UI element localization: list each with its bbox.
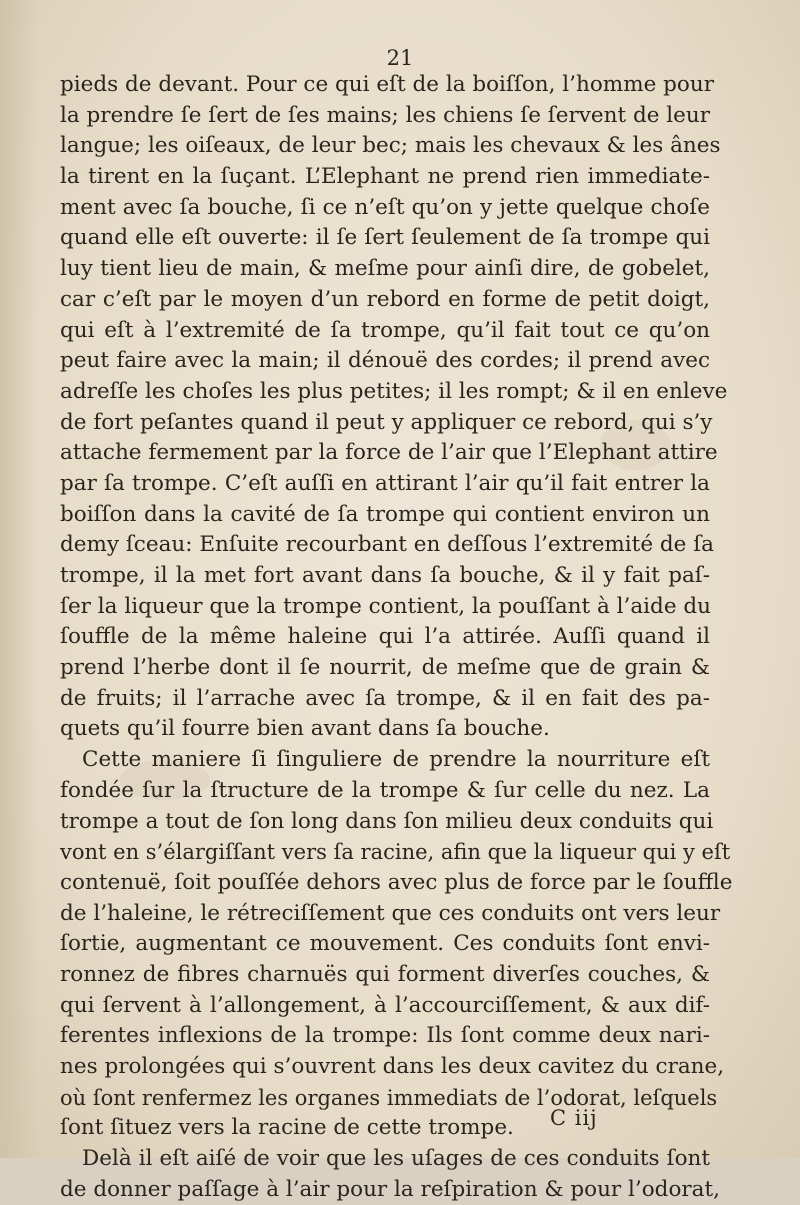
- text-line: ronnez de fibres charnuës qui forment diverſes couches, &: [60, 961, 710, 987]
- text-line: ſont ſituez vers la racine de cette trompe.: [60, 1115, 514, 1141]
- text-line: adreſſe les choſes les plus petites; il les rompt; & il en enleve: [60, 378, 728, 404]
- text-line: la prendre ſe ſert de ſes mains; les chiens ſe ſervent de leur: [60, 102, 710, 128]
- text-line: luy tient lieu de main, & meſme pour ainſi dire, de gobelet,: [60, 256, 710, 282]
- text-line: qui eſt à l’extremité de ſa trompe, qu’il fait tout ce qu’on: [60, 317, 710, 343]
- text-line: Delà il eſt aiſé de voir que les uſages de ces conduits ſont: [82, 1146, 710, 1172]
- text-line: prend l’herbe dont il ſe nourrit, de meſme que de grain &: [60, 655, 710, 681]
- text-line: attache fermement par la force de l’air que l’Elephant attire: [60, 440, 718, 466]
- text-line: nes prolongées qui s’ouvrent dans les deux cavitez du crane,: [60, 1054, 725, 1079]
- signature-mark: C iij: [550, 1106, 598, 1130]
- text-line: contenuë, ſoit pouſſée dehors avec plus de force par le ſouffle: [60, 869, 733, 895]
- text-line: langue; les oiſeaux, de leur bec; mais les chevaux & les ânes: [60, 133, 721, 159]
- page-number: 21: [386, 46, 414, 70]
- text-line: par ſa trompe. C’eſt auſſi en attirant l’air qu’il fait entrer la: [60, 470, 710, 496]
- text-line: qui ſervent à l’allongement, à l’accourciſſement, & aux dif-: [60, 992, 710, 1018]
- text-line: ſortie, augmentant ce mouvement. Ces conduits ſont envi-: [60, 931, 710, 957]
- text-line: demy ſceau: Enſuite recourbant en deſſous l’extremité de ſa: [60, 532, 714, 558]
- text-line: peut faire avec la main; il dénouë des cordes; il prend avec: [60, 348, 710, 374]
- text-line: de fort peſantes quand il peut y appliquer ce rebord, qui s’y: [60, 409, 713, 435]
- text-line: ſer la liqueur que la trompe contient, la pouſſant à l’aide du: [60, 593, 711, 619]
- text-line: vont en s’élargiſſant vers ſa racine, afin que la liqueur qui y eſt: [60, 840, 731, 865]
- text-line: boiſſon dans la cavité de ſa trompe qui contient environ un: [60, 501, 710, 527]
- text-line: ment avec ſa bouche, ſi ce n’eſt qu’on y jette quelque choſe: [60, 194, 710, 220]
- text-line: fondée ſur la ſtructure de la trompe & ſur celle du nez. La: [60, 777, 710, 803]
- text-line: de l’haleine, le rétreciſſement que ces conduits ont vers leur: [60, 900, 721, 926]
- text-line: ferentes inflexions de la trompe: Ils ſont comme deux nari-: [60, 1023, 710, 1049]
- body-text: [60, 70, 733, 1205]
- text-line: trompe a tout de ſon long dans ſon milieu deux conduits qui: [60, 808, 714, 834]
- text-line: quets qu’il fourre bien avant dans ſa bouche.: [60, 716, 550, 742]
- text-line: quand elle eſt ouverte: il ſe ſert ſeulement de ſa trompe qui: [60, 225, 710, 251]
- text-line: ſouffle de la même haleine qui l’a attirée. Auſſi quand il: [60, 624, 710, 650]
- text-line: trompe, il la met fort avant dans ſa bouche, & il y fait paſ-: [60, 563, 710, 588]
- text-line: pieds de devant. Pour ce qui eſt de la boiſſon, l’homme pour: [60, 72, 714, 97]
- text-line: car c’eſt par le moyen d’un rebord en forme de petit doigt,: [60, 286, 710, 312]
- text-line: la tirent en la ſuçant. L’Elephant ne prend rien immediate-: [60, 164, 710, 190]
- text-line: où ſont renfermez les organes immediats de l’odorat, leſquels: [60, 1085, 718, 1110]
- text-line: Cette maniere ſi ſinguliere de prendre la nourriture eſt: [82, 747, 710, 773]
- page-gutter-shadow: [0, 0, 38, 1158]
- text-line: de donner paſſage à l’air pour la reſpiration & pour l’odorat,: [60, 1176, 720, 1202]
- text-line: de fruits; il l’arrache avec ſa trompe, & il en fait des pa-: [60, 685, 710, 711]
